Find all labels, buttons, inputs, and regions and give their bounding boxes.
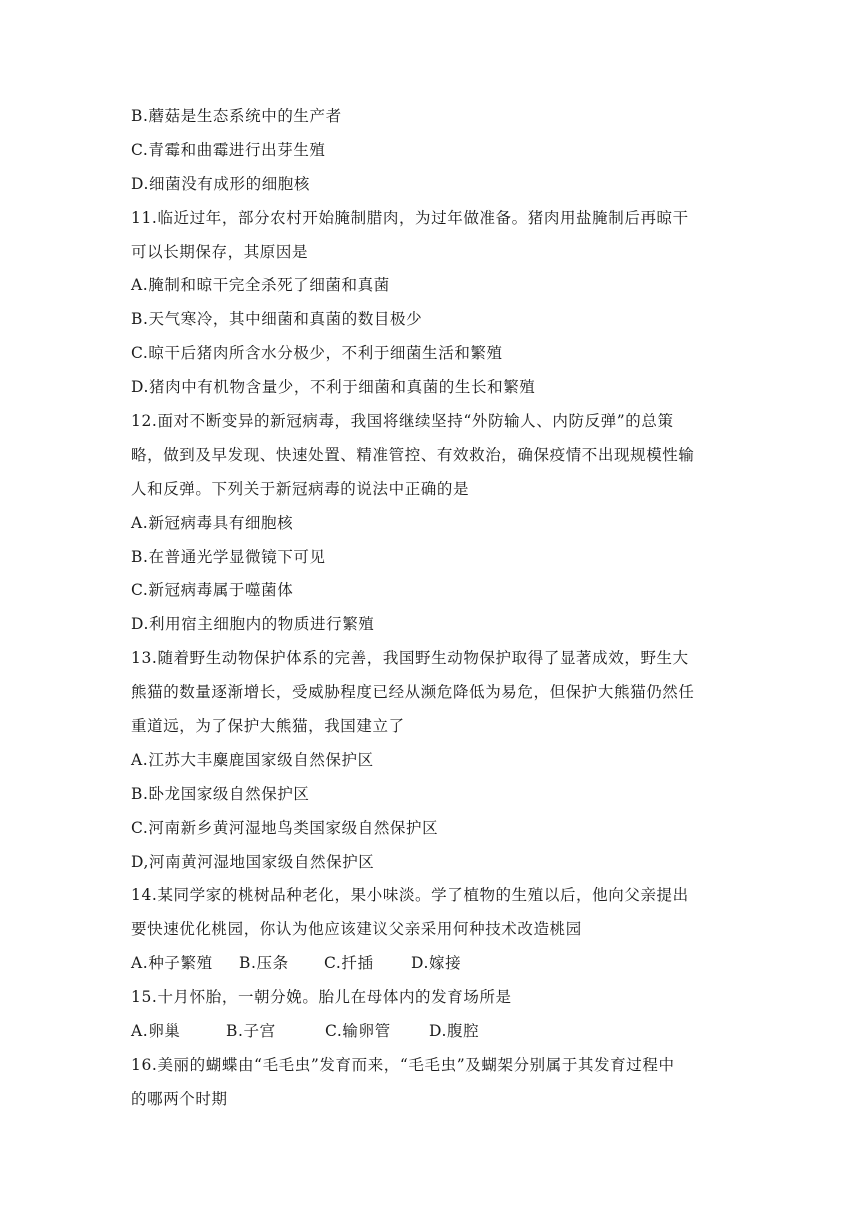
q16-stem-line: 16.美丽的蝴蝶由“毛毛虫”发育而来，“毛毛虫”及蝴架分别属于其发育过程中: [131, 1055, 675, 1074]
q15-option-c: C.输卵管: [325, 1022, 391, 1041]
q15-option-b: B.子宫: [226, 1022, 276, 1041]
q12-stem-line: 人和反弹。下列关于新冠病毒的说法中正确的是: [131, 479, 470, 498]
q16-stem-line: 的哪两个时期: [131, 1089, 228, 1108]
q13-stem-line: 13.随着野生动物保护体系的完善，我国野生动物保护取得了显著成效，野生大: [131, 649, 689, 668]
q11-option-b: B.天气寒冷，其中细菌和真菌的数目极少: [131, 310, 423, 329]
q11-option-a: A.腌制和晾干完全杀死了细菌和真菌: [131, 276, 390, 295]
q14-option-b: B.压条: [239, 954, 289, 973]
question-11: [131, 202, 731, 405]
page-content: [131, 100, 731, 1117]
q13-option-b: B.卧龙国家级自然保护区: [131, 784, 310, 803]
q12-option-b: B.在普通光学显微镜下可见: [131, 547, 326, 566]
q10-option-d: D.细菌没有成形的细胞核: [131, 174, 311, 193]
q14-stem-line: 要快速优化桃园，你认为他应该建议父亲采用何种技术改造桃园: [131, 920, 582, 939]
q12-option-c: C.新冠病毒属于噬菌体: [131, 581, 294, 600]
q13-stem-line: 熊猫的数量逐渐增长，受威胁程度已经从濒危降低为易危，但保护大熊猫仍然任: [131, 683, 695, 702]
q10-option-b: B.蘑菇是生态系统中的生产者: [131, 107, 342, 125]
q11-option-c: C.晾干后猪肉所含水分极少，不利于细菌生活和繁殖: [131, 344, 503, 363]
q12-option-a: A.新冠病毒具有细胞核: [131, 513, 294, 532]
q14-option-a: A.种子繁殖: [131, 954, 213, 973]
q14-option-c: C.扦插: [324, 954, 374, 973]
q15-option-a: A.卵巢: [131, 1022, 181, 1041]
q14-option-d: D.嫁接: [411, 954, 462, 973]
question-14: [131, 879, 731, 981]
question-15: [131, 981, 731, 1049]
question-10-options: [131, 100, 731, 202]
q12-stem-line: 12.面对不断变异的新冠病毒，我国将继续坚持“外防输人、内防反弹”的总策: [131, 412, 674, 431]
q13-option-a: A.江苏大丰麋鹿国家级自然保护区: [131, 750, 374, 769]
q13-option-d: D,河南黄河湿地国家级自然保护区: [131, 852, 375, 871]
q12-option-d: D.利用宿主细胞内的物质进行繁殖: [131, 615, 375, 634]
q15-option-d: D.腹腔: [429, 1022, 480, 1041]
q15-stem-line: 15.十月怀胎，一朝分娩。胎儿在母体内的发育场所是: [131, 988, 512, 1007]
question-16: [131, 1049, 731, 1117]
question-13: [131, 642, 731, 879]
q14-options-row: [131, 947, 731, 981]
q14-stem-line: 14.某同学家的桃树品种老化，果小味淡。学了植物的生殖以后，他向父亲提出: [131, 886, 689, 905]
q11-stem-line: 可以长期保存，其原因是: [131, 242, 309, 261]
q12-stem-line: 略，做到及早发现、快速处置、精准管控、有效救治，确保疫情不出现规模性输: [131, 445, 695, 464]
q13-option-c: C.河南新乡黄河湿地鸟类国家级自然保护区: [131, 818, 439, 837]
question-12: [131, 405, 731, 642]
q15-options-row: [131, 1015, 731, 1049]
q11-stem-line: 11.临近过年，部分农村开始腌制腊肉，为过年做准备。猪肉用盐腌制后再晾干: [131, 208, 689, 227]
q13-stem-line: 重道远，为了保护大熊猫，我国建立了: [131, 717, 405, 736]
q10-option-c: C.青霉和曲霉进行出芽生殖: [131, 140, 326, 159]
q11-option-d: D.猪肉中有机物含量少，不利于细菌和真菌的生长和繁殖: [131, 378, 536, 397]
